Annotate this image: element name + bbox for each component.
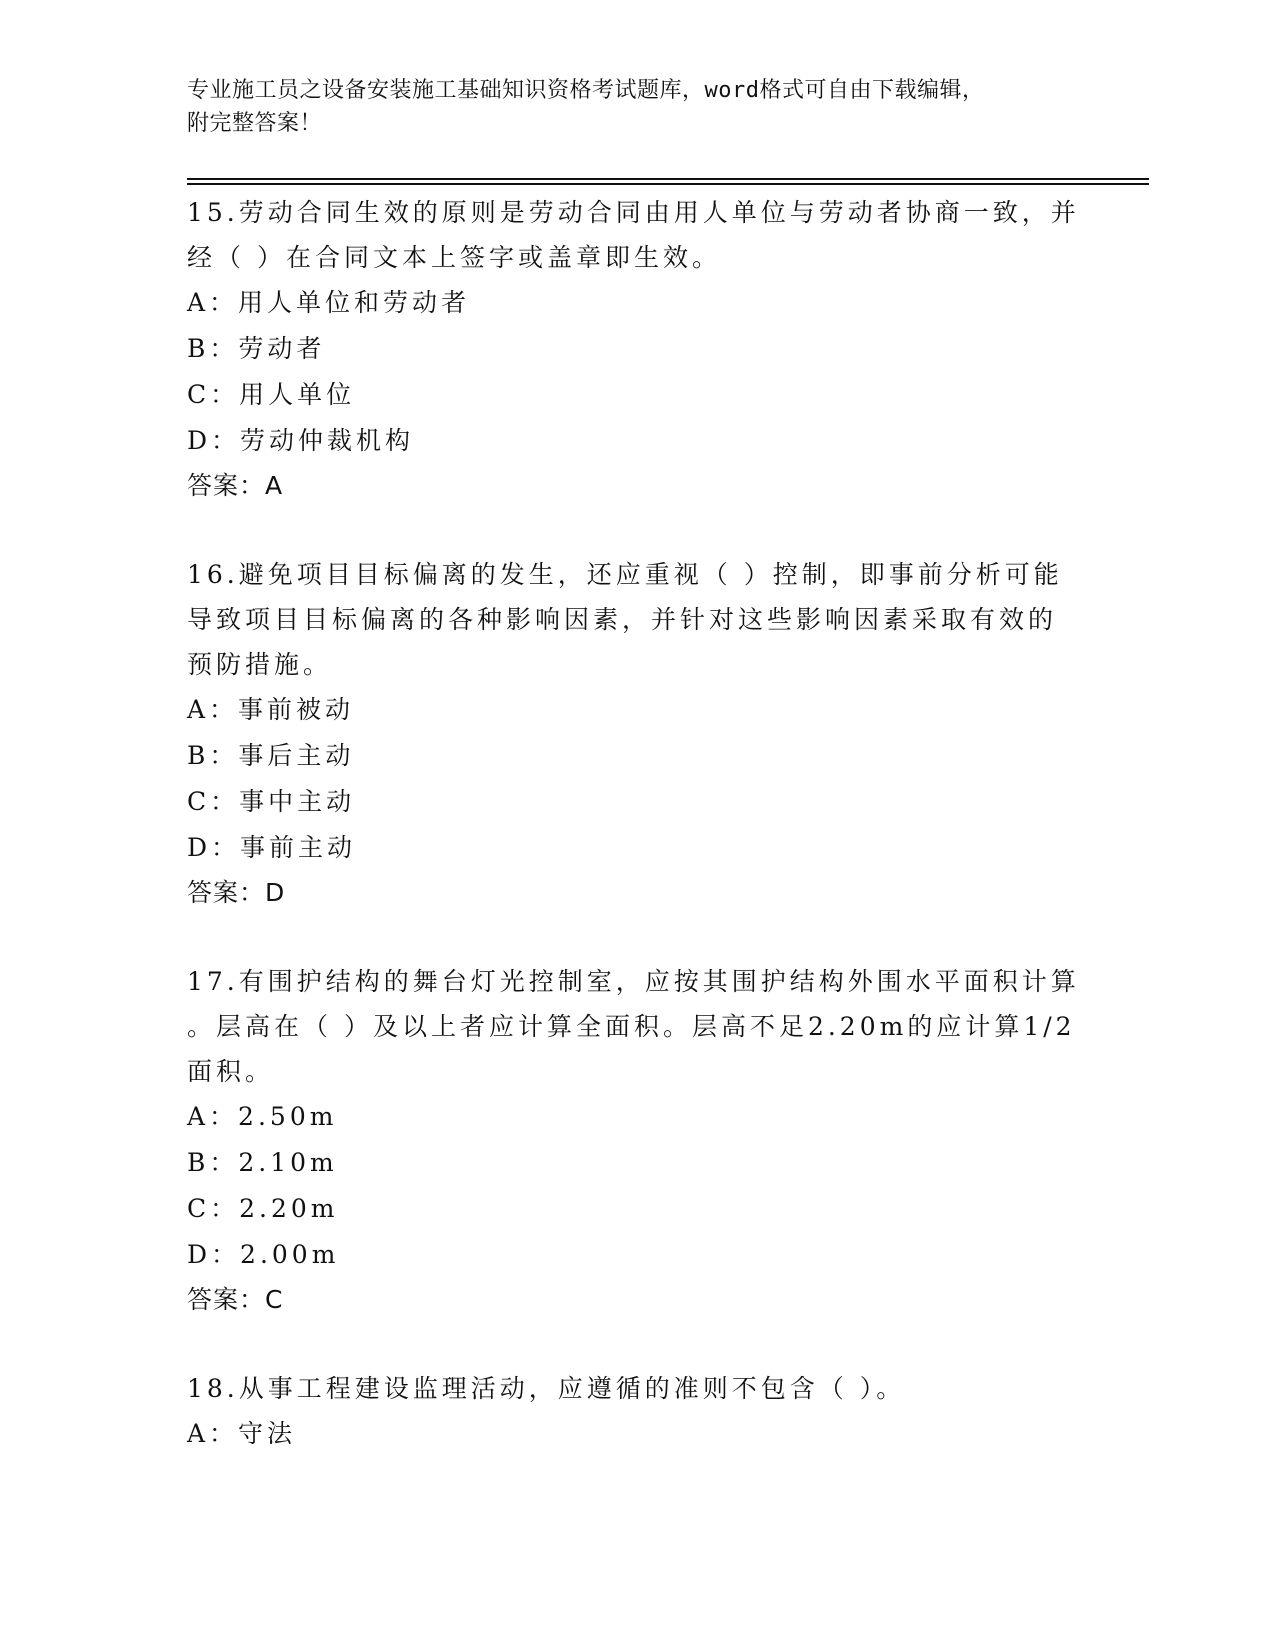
answer-line: 答案：D [187,878,286,907]
stem-line: 预防措施。 [187,650,333,679]
question-17 [187,959,1087,1322]
stem-line: 经（ ）在合同文本上签字或盖章即生效。 [187,243,721,272]
answer-line: 答案：C [187,1285,284,1314]
question-stem [187,552,1087,687]
document-header [187,74,1087,140]
option-a: A：事前被动 [187,695,355,724]
stem-line: 。层高在（ ）及以上者应计算全面积。层高不足2.20m的应计算1/2 [187,1012,1076,1041]
stem-line: 导致项目目标偏离的各种影响因素，并针对这些影响因素采取有效的 [187,605,1058,634]
header-line: 附完整答案！ [187,111,323,136]
stem-line: 16.避免项目目标偏离的发生，还应重视（ ）控制，即事前分析可能 [187,560,1063,589]
option-b: B：事后主动 [187,741,355,770]
question-stem [187,959,1087,1094]
option-a: A：用人单位和劳动者 [187,288,471,317]
header-divider [187,178,1149,180]
answer-line: 答案：A [187,471,284,500]
option-a: A：守法 [187,1419,297,1448]
question-15 [187,190,1087,508]
question-list [187,190,1087,1501]
stem-line: 17.有围护结构的舞台灯光控制室，应按其围护结构外围水平面积计算 [187,967,1080,996]
option-b: B：劳动者 [187,334,326,363]
stem-line: 18.从事工程建设监理活动，应遵循的准则不包含（ ）。 [187,1374,906,1403]
question-18 [187,1366,1087,1457]
option-d: D：2.00m [187,1240,340,1269]
question-stem [187,190,1087,280]
option-a: A：2.50m [187,1102,338,1131]
header-divider [187,183,1149,185]
option-c: C：2.20m [187,1194,339,1223]
option-c: C：用人单位 [187,380,356,409]
header-line: 专业施工员之设备安装施工基础知识资格考试题库，word格式可自由下载编辑， [187,78,985,103]
question-16 [187,552,1087,915]
question-stem [187,1366,1087,1411]
stem-line: 15.劳动合同生效的原则是劳动合同由用人单位与劳动者协商一致，并 [187,198,1080,227]
option-d: D：劳动仲裁机构 [187,426,415,455]
option-c: C：事中主动 [187,787,356,816]
option-d: D：事前主动 [187,833,357,862]
stem-line: 面积。 [187,1057,275,1086]
option-b: B：2.10m [187,1148,338,1177]
